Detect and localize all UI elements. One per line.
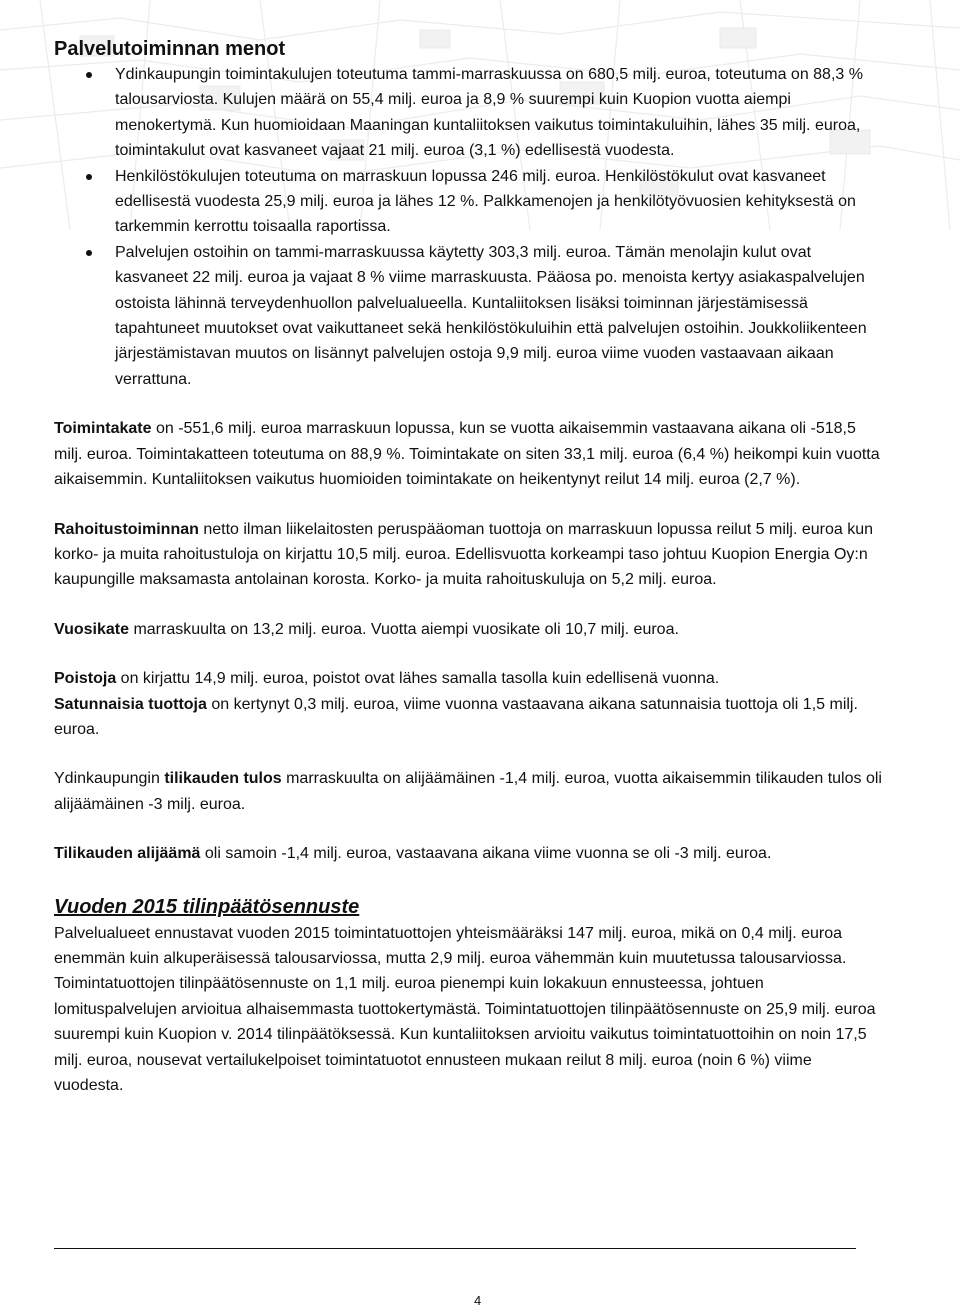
- term-label: Vuosikate: [54, 620, 129, 638]
- term-label: Tilikauden alijäämä: [54, 845, 201, 863]
- document-body: [54, 36, 884, 1098]
- bullet-icon: [86, 250, 92, 256]
- paragraph-poistoja: [54, 666, 884, 691]
- section-heading: Palvelutoiminnan menot: [54, 38, 286, 60]
- bullet-text: Ydinkaupungin toimintakulujen toteutuma tammi-marraskuussa on 680,5 milj. euroa, toteutuma on 88,3 % talousarviosta. Kulujen määrä on 55,4 milj. euroa ja 8,9 % suurempi kuin Kuopion vuotta aiempi menokertymä. Kun huomioidaan Maaningan kuntaliitoksen vaikutus toimintakuluihin, lähes 35 milj. euroa, toimintakulut ovat kasvaneet vajaat 21 milj. euroa (3,1 %) edellisestä vuodesta.: [115, 66, 863, 160]
- term-label: Rahoitustoiminnan: [54, 520, 199, 538]
- footer-divider: [54, 1248, 856, 1249]
- list-item: [54, 240, 884, 392]
- paragraph-satunnaisia: [54, 692, 884, 743]
- bullet-text: Henkilöstökulujen toteutuma on marraskuun lopussa 246 milj. euroa. Henkilöstökulut ovat kasvaneet edellisestä vuodesta 25,9 milj. euroa ja lähes 12 %. Palkkamenojen ja henkilötyövuosien kehityksestä on tarkemmin kerrottu toisaalla raportissa.: [115, 167, 856, 236]
- paragraph-text: on kirjattu 14,9 milj. euroa, poistot ovat lähes samalla tasolla kuin edellisenä vuonna.: [116, 670, 720, 688]
- paragraph-text: netto ilman liikelaitosten peruspääoman tuottoja on marraskuun lopussa reilut 5 milj. euroa kun korko- ja muita rahoitustuloja on kirjattu 10,5 milj. euroa. Edellisvuotta korkeampi taso johtuu Kuopion Energia Oy:n kaupungille maksamasta antolainan korosta. Korko- ja muita rahoituskuluja on 5,2 milj. euroa.: [54, 520, 874, 589]
- paragraph-rahoitustoiminnan: [54, 517, 884, 593]
- list-item: [54, 62, 884, 164]
- term-label: Poistoja: [54, 670, 117, 688]
- paragraph-text: on -551,6 milj. euroa marraskuun lopussa, kun se vuotta aikaisemmin vastaavana aikana oli -518,5 milj. euroa. Toimintakatteen toteutuma on 88,9 %. Toimintakate on siten 33,1 milj. euroa (6,4 %) heikompi kuin vuotta aikaisemmin. Kuntaliitoksen vaikutus huomioiden toimintakate on heikentynyt reilut 14 milj. euroa (2,7 %).: [54, 420, 880, 489]
- paragraph-forecast: Palvelualueet ennustavat vuoden 2015 toimintatuottojen yhteismääräksi 147 milj. euroa, mikä on 0,4 milj. euroa enemmän kuin alkuperäisessä talousarviossa, mutta 2,9 milj. euroa vähemmän kuin muutetussa talousarviossa. Toimintatuottojen tilinpäätösennuste on 1,1 milj. euroa pienempi kuin lokakuun ennusteessa, johtuen lomituspalvelujen arvioitua alhaisemmasta tuottokertymästä. Toimintatuottojen tilinpäätösennuste on 25,9 milj. euroa suurempi kuin Kuopion v. 2014 tilinpäätöksessä. Kun kuntaliitoksen arvioitu vaikutus toimintatuottoihin on noin 17,5 milj. euroa, nousevat vertailukelpoiset toimintatuotot ennusteen mukaan reilut 8 milj. euroa (noin 6 %) viime vuodesta.: [54, 924, 876, 1094]
- page-number: 4: [474, 1293, 482, 1308]
- paragraph-text: oli samoin -1,4 milj. euroa, vastaavana aikana viime vuonna se oli -3 milj. euroa.: [200, 845, 772, 863]
- paragraph-tilikauden-alijaama: [54, 841, 884, 866]
- paragraph-vuosikate: [54, 617, 884, 642]
- paragraph-toimintakate: [54, 416, 884, 492]
- paragraph-text: marraskuulta on 13,2 milj. euroa. Vuotta aiempi vuosikate oli 10,7 milj. euroa.: [129, 620, 679, 638]
- forecast-heading: Vuoden 2015 tilinpäätösennuste: [54, 895, 360, 918]
- list-item: [54, 164, 884, 240]
- paragraph-text: on kertynyt 0,3 milj. euroa, viime vuonna vastaavana aikana satunnaisia tuottoja oli 1,5 milj. euroa.: [54, 695, 858, 738]
- paragraph-text: marraskuulta on alijäämäinen -1,4 milj. euroa, vuotta aikaisemmin tilikauden tulos oli alijäämäinen -3 milj. euroa.: [54, 770, 882, 813]
- term-label: tilikauden tulos: [164, 770, 282, 788]
- term-label: Toimintakate: [54, 420, 152, 438]
- bullet-icon: [86, 174, 92, 180]
- paragraph-prefix: Ydinkaupungin: [54, 770, 165, 788]
- bullet-icon: [86, 72, 92, 78]
- term-label: Satunnaisia tuottoja: [54, 695, 207, 713]
- paragraph-tilikauden-tulos: [54, 766, 884, 817]
- bullet-list: [54, 62, 884, 392]
- bullet-text: Palvelujen ostoihin on tammi-marraskuussa käytetty 303,3 milj. euroa. Tämän menolajin kulut ovat kasvaneet 22 milj. euroa ja vajaat 8 % viime marraskuusta. Pääosa po. menoista kertyy asiakaspalvelujen ostoista lähinnä terveydenhuollon palvelualueella. Kuntaliitoksen lisäksi toiminnan järjestämisessä tapahtuneet muutokset ovat vaikuttaneet sekä henkilöstökuluihin että palvelujen ostoihin. Joukkoliikenteen järjestämistavan muutos on lisännyt palvelujen ostoja 9,9 milj. euroa viime vuoden vastaavaan aikaan verrattuna.: [115, 243, 867, 388]
